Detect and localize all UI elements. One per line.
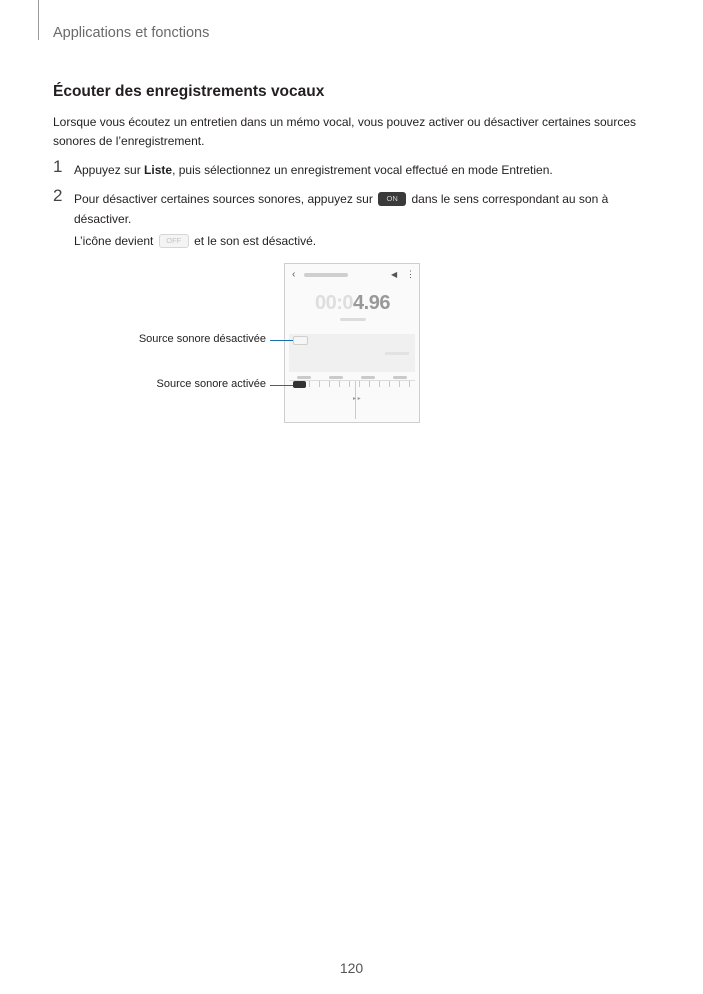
speaker-icon: ◀: [391, 270, 398, 279]
list-keyword: Liste: [144, 163, 173, 177]
track-label-placeholder: [385, 352, 409, 355]
timeline-ruler: [289, 380, 415, 419]
toggle-on-icon: ON: [378, 192, 406, 206]
step-text-part: , puis sélectionnez un enregistrement vocal effectué en mode Entretien.: [172, 163, 553, 177]
source-toggle-on: [293, 381, 306, 388]
section-header: Applications et fonctions: [53, 25, 210, 41]
timer-lit: 4.96: [353, 292, 390, 314]
step-text: [74, 189, 663, 229]
step-text-part: Pour désactiver certaines sources sonores, appuyez sur: [74, 192, 377, 206]
more-options-icon: ⋮: [406, 269, 415, 279]
play-marker-icon: ▸ ▸: [353, 396, 361, 402]
step-text-part: dans le sens correspondant au son à désactiver.: [74, 192, 609, 226]
recording-duration-placeholder: [340, 318, 366, 321]
toggle-off-icon: OFF: [159, 234, 189, 248]
voice-recorder-screenshot: [284, 263, 420, 423]
intro-paragraph: Lorsque vous écoutez un entretien dans un mémo vocal, vous pouvez activer ou désactiver certaines sources sonores de l’enregistrement.: [53, 115, 636, 148]
step-number: 2: [53, 186, 63, 205]
back-icon: ‹: [292, 269, 296, 280]
step-text: [74, 160, 663, 180]
source-toggle-off: [293, 336, 308, 345]
callout-line-disabled: [270, 340, 293, 341]
step-2: [53, 186, 663, 251]
step-text-part: Appuyez sur: [74, 163, 145, 177]
step-note-part: L’icône devient: [74, 234, 157, 248]
step-1: [53, 157, 663, 180]
step-number: 1: [53, 157, 63, 176]
callout-enabled: Source sonore activée: [156, 378, 266, 390]
recording-title-placeholder: [304, 273, 348, 277]
margin-rule: [38, 0, 39, 40]
callout-line-enabled: [270, 385, 293, 386]
step-note: [74, 231, 663, 251]
page-number: 120: [339, 960, 364, 976]
page-title: Écouter des enregistrements vocaux: [53, 83, 325, 100]
callout-disabled: Source sonore désactivée: [138, 333, 266, 345]
timer-faded: 00:0: [315, 292, 354, 314]
step-note-part: et le son est désactivé.: [190, 234, 317, 248]
playback-timer: [315, 292, 390, 315]
